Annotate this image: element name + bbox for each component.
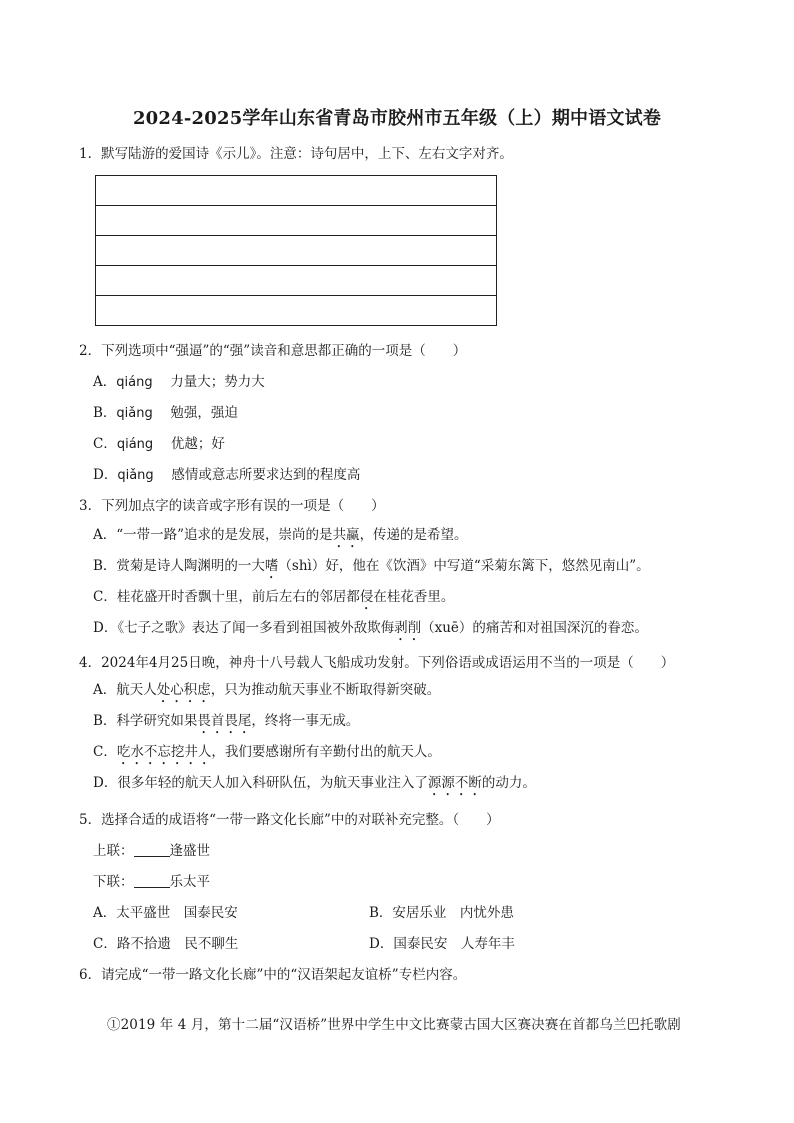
q3-option-c[interactable]: C．桂花盛开时香飘十里，前后左右的邻居都侵在桂花香里。	[93, 589, 455, 605]
q6-passage: ①2019 年 4 月，第十二届“汉语桥”世界中学生中文比赛蒙古国大区赛决赛在首都乌兰巴托歌剧	[107, 1017, 681, 1033]
answer-row[interactable]	[96, 296, 496, 326]
q4-option-a[interactable]: A．航天人处心积虑，只为推动航天事业不断取得新突破。	[93, 682, 441, 698]
answer-row[interactable]	[96, 266, 496, 296]
q3-option-b[interactable]: B．赏菊是诗人陶渊明的一大嗜（shì）好，他在《饮酒》中写道“采菊东篱下，悠然见南山”。	[93, 558, 650, 574]
q3-option-d[interactable]: D．《七子之歌》表达了闻一多看到祖国被外敌欺侮剥削（xuē）的痛苦和对祖国深沉的眷恋。	[93, 620, 648, 636]
couplet-lower: 下联： 乐太平	[93, 874, 210, 890]
answer-row[interactable]	[96, 236, 496, 266]
question-6: 6．请完成“一带一路文化长廊”中的“汉语架起友谊桥”专栏内容。	[79, 967, 467, 983]
question-2: 2．下列选项中“强逼”的“强”读音和意思都正确的一项是（ ）	[79, 343, 467, 359]
q2-option-d[interactable]: D．qiǎng 感情或意志所要求达到的程度高	[93, 467, 361, 483]
q4-option-b[interactable]: B．科学研究如果畏首畏尾，终将一事无成。	[93, 713, 360, 729]
couplet-blank[interactable]	[134, 873, 170, 888]
q5-option-a[interactable]: A．太平盛世 国泰民安	[93, 905, 238, 921]
q5-option-d[interactable]: D．国泰民安 人寿年丰	[369, 936, 515, 952]
page-title: 2024-2025学年山东省青岛市胶州市五年级（上）期中语文试卷	[132, 108, 662, 129]
q4-option-d[interactable]: D．很多年轻的航天人加入科研队伍，为航天事业注入了源源不断的动力。	[93, 775, 536, 791]
question-4: 4．2024年4月25日晚，神舟十八号载人飞船成功发射。下列俗语或成语运用不当的一项是（ ）	[79, 655, 675, 671]
q3-option-a[interactable]: A．“一带一路”追求的是发展，崇尚的是共赢，传递的是希望。	[93, 527, 468, 543]
q5-option-b[interactable]: B．安居乐业 内忧外患	[369, 905, 514, 921]
question-5: 5．选择合适的成语将“一带一路文化长廊”中的对联补充完整。（ ）	[79, 812, 500, 828]
answer-grid[interactable]	[95, 175, 497, 326]
answer-row[interactable]	[96, 206, 496, 236]
q2-option-a[interactable]: A．qiáng 力量大；势力大	[93, 374, 265, 390]
q2-option-b[interactable]: B．qiǎng 勉强，强迫	[93, 405, 238, 421]
couplet-upper: 上联： 逢盛世	[93, 843, 210, 859]
answer-row[interactable]	[96, 176, 496, 206]
question-3: 3．下列加点字的读音或字形有误的一项是（ ）	[79, 498, 385, 514]
q5-option-c[interactable]: C．路不拾遗 民不聊生	[93, 936, 239, 952]
question-1: 1．默写陆游的爱国诗《示儿》。注意：诗句居中，上下、左右文字对齐。	[79, 146, 513, 162]
couplet-blank[interactable]	[134, 842, 170, 857]
q2-option-c[interactable]: C．qiáng 优越；好	[93, 436, 225, 452]
q4-option-c[interactable]: C．吃水不忘挖井人，我们要感谢所有辛勤付出的航天人。	[93, 744, 441, 760]
